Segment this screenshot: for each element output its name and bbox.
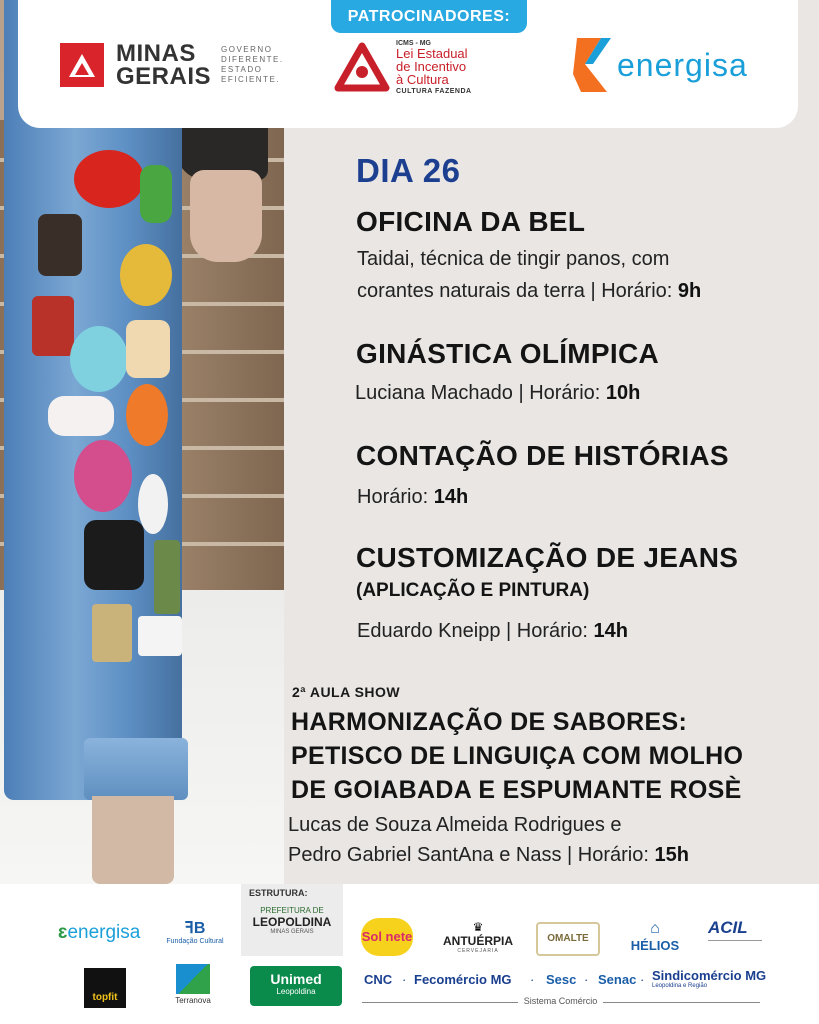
dot-separator-4: ·: [640, 972, 645, 987]
yellow-circle-patch: [120, 244, 172, 306]
sistema-comercio-caption: [0, 996, 819, 1006]
mg-name-line2: GERAIS: [116, 63, 212, 90]
event-subtitle-customizacao: (APLICAÇÃO E PINTURA): [356, 580, 590, 601]
antuerpia-text: ANTUÉRPIA: [442, 934, 513, 948]
kermit-patch: [140, 165, 172, 223]
badge-patch: [92, 604, 132, 662]
event-title-ginastica: GINÁSTICA OLÍMPICA: [356, 338, 660, 369]
senac-logo: Senac: [598, 972, 637, 987]
desc-text: Horário:: [357, 486, 434, 508]
unimed-sub: Leopoldina: [276, 987, 316, 996]
desc-text: Eduardo Kneipp | Horário:: [357, 620, 594, 642]
terranova-icon: [176, 964, 210, 994]
minas-gerais-name: [116, 42, 211, 88]
lei-incentivo-text: [396, 40, 472, 95]
ankle: [92, 796, 174, 884]
event-desc-customizacao: [357, 616, 628, 647]
lei-line3: à Cultura: [396, 72, 449, 87]
supporters-footer: [0, 884, 819, 1024]
fundacao-icon: ꟻB: [184, 920, 206, 937]
solnete-logo: Sol nete: [361, 918, 413, 956]
hand: [190, 170, 262, 262]
sponsors-tag: PATROCINADORES:: [331, 0, 527, 33]
prefeitura-logo: [247, 906, 337, 935]
desc-text: corantes naturais da terra | Horário:: [357, 280, 678, 302]
acil-text: ACIL: [708, 918, 748, 937]
event-time: 14h: [433, 486, 469, 508]
event-time: 10h: [605, 382, 641, 404]
cnc-logo: CNC: [364, 972, 393, 987]
program-panel: [284, 128, 819, 884]
rainbow-patch: [48, 396, 114, 436]
lei-incentivo-icon: [334, 40, 390, 92]
show-title-2: PETISCO DE LINGUIÇA COM MOLHO: [291, 742, 744, 770]
footer-energisa-text: energisa: [67, 922, 141, 943]
skull-patch: [74, 440, 132, 512]
lei-sub: CULTURA FAZENDA: [396, 88, 472, 95]
prefeitura-line3: MINAS GERAIS: [270, 929, 314, 935]
jeans-photo: [0, 0, 284, 884]
prefeitura-line1: PREFEITURA DE: [260, 906, 324, 915]
event-desc-oficina-2: [357, 276, 701, 307]
estrutura-label: ESTRUTURA:: [249, 888, 308, 898]
desc-text: Luciana Machado | Horário:: [355, 382, 606, 404]
terranova-text: Terranova: [175, 996, 211, 1005]
lei-line2: de Incentivo: [396, 59, 467, 74]
minas-gerais-logo: [60, 42, 284, 88]
unimed-text: Unimed: [270, 971, 322, 987]
slogan-2: DIFERENTE.: [221, 55, 284, 64]
event-desc-oficina-1: Taidai, técnica de tingir panos, com: [357, 248, 670, 270]
mickey-patch: [84, 520, 144, 590]
mobil-patch: [138, 616, 182, 656]
sistema-text: Sistema Comércio: [518, 996, 604, 1006]
footer-energisa-logo: [58, 922, 140, 944]
show-desc-1: Lucas de Souza Almeida Rodrigues e: [288, 814, 622, 836]
event-time: 9h: [677, 280, 702, 302]
dot-separator-3: ·: [584, 972, 589, 987]
tall-patch: [154, 540, 180, 614]
dot-separator-2: ·: [530, 972, 535, 987]
helios-text: HÉLIOS: [630, 938, 680, 953]
mg-slogan: [221, 45, 284, 85]
show-desc-2: [288, 840, 689, 871]
white-oval-patch: [138, 474, 168, 534]
slogan-4: EFICIENTE.: [221, 75, 281, 84]
helios-logo: [622, 920, 688, 953]
malte-logo: OMALTE: [536, 922, 600, 956]
eagle-icon: ♛: [472, 920, 484, 934]
energisa-wordmark: energisa: [617, 46, 748, 83]
fecomercio-logo: Fecomércio MG: [414, 972, 512, 987]
estrutura-box: [241, 884, 343, 956]
energisa-icon: [571, 34, 613, 96]
prefeitura-line2: LEOPOLDINA: [252, 915, 332, 929]
slogan-1: GOVERNO: [221, 45, 273, 54]
lei-line1: Lei Estadual: [396, 46, 468, 61]
acil-underline: [708, 940, 762, 948]
fundacao-logo: [166, 918, 224, 945]
acil-logo: [708, 918, 766, 948]
mermaid-patch: [70, 326, 128, 392]
event-desc-ginastica: [355, 378, 640, 409]
energisa-mark-icon: ɛ: [58, 922, 68, 943]
triangle-icon: [60, 43, 104, 87]
helios-icon: ⌂: [650, 920, 660, 937]
lei-small: ICMS - MG: [396, 40, 431, 47]
jeans-cuff: [84, 738, 188, 800]
dot-separator-1: ·: [402, 972, 407, 987]
show-title-3: DE GOIABADA E ESPUMANTE ROSÈ: [291, 776, 742, 804]
aula-show-label: 2ª AULA SHOW: [292, 684, 401, 700]
event-title-oficina: OFICINA DA BEL: [356, 206, 586, 237]
slogan-3: ESTADO: [221, 65, 263, 74]
red-square-patch: [32, 296, 74, 356]
cartoon-patch: [126, 320, 170, 378]
topfit-text: topfit: [92, 992, 118, 1003]
antuerpia-sub: CERVEJARIA: [457, 948, 499, 954]
elmo-patch: [74, 150, 144, 208]
sindicomercio-sub: Leopoldina e Região: [652, 983, 708, 989]
event-desc-contacao: [357, 482, 468, 513]
fundacao-text: Fundação Cultural: [166, 938, 224, 945]
orange-patch: [126, 384, 168, 446]
event-title-customizacao: CUSTOMIZAÇÃO DE JEANS: [356, 542, 739, 573]
sesc-logo: Sesc: [546, 972, 577, 987]
sindicomercio-text: Sindicomércio MG: [652, 968, 767, 983]
sindicomercio-logo: [652, 968, 766, 989]
event-time: 15h: [654, 844, 689, 866]
crest-patch: [38, 214, 82, 276]
show-title-1: HARMONIZAÇÃO DE SABORES:: [291, 708, 688, 736]
sponsors-card: [18, 0, 798, 128]
antuerpia-logo: [437, 920, 519, 954]
energisa-logo: [571, 34, 748, 96]
mg-name-line1: MINAS: [116, 40, 196, 67]
event-title-contacao: CONTAÇÃO DE HISTÓRIAS: [356, 440, 729, 471]
lei-incentivo-logo: [334, 40, 472, 95]
desc-text: Pedro Gabriel SantAna e Nass | Horário:: [288, 844, 655, 866]
event-time: 14h: [593, 620, 628, 642]
day-title: DIA 26: [356, 152, 461, 189]
